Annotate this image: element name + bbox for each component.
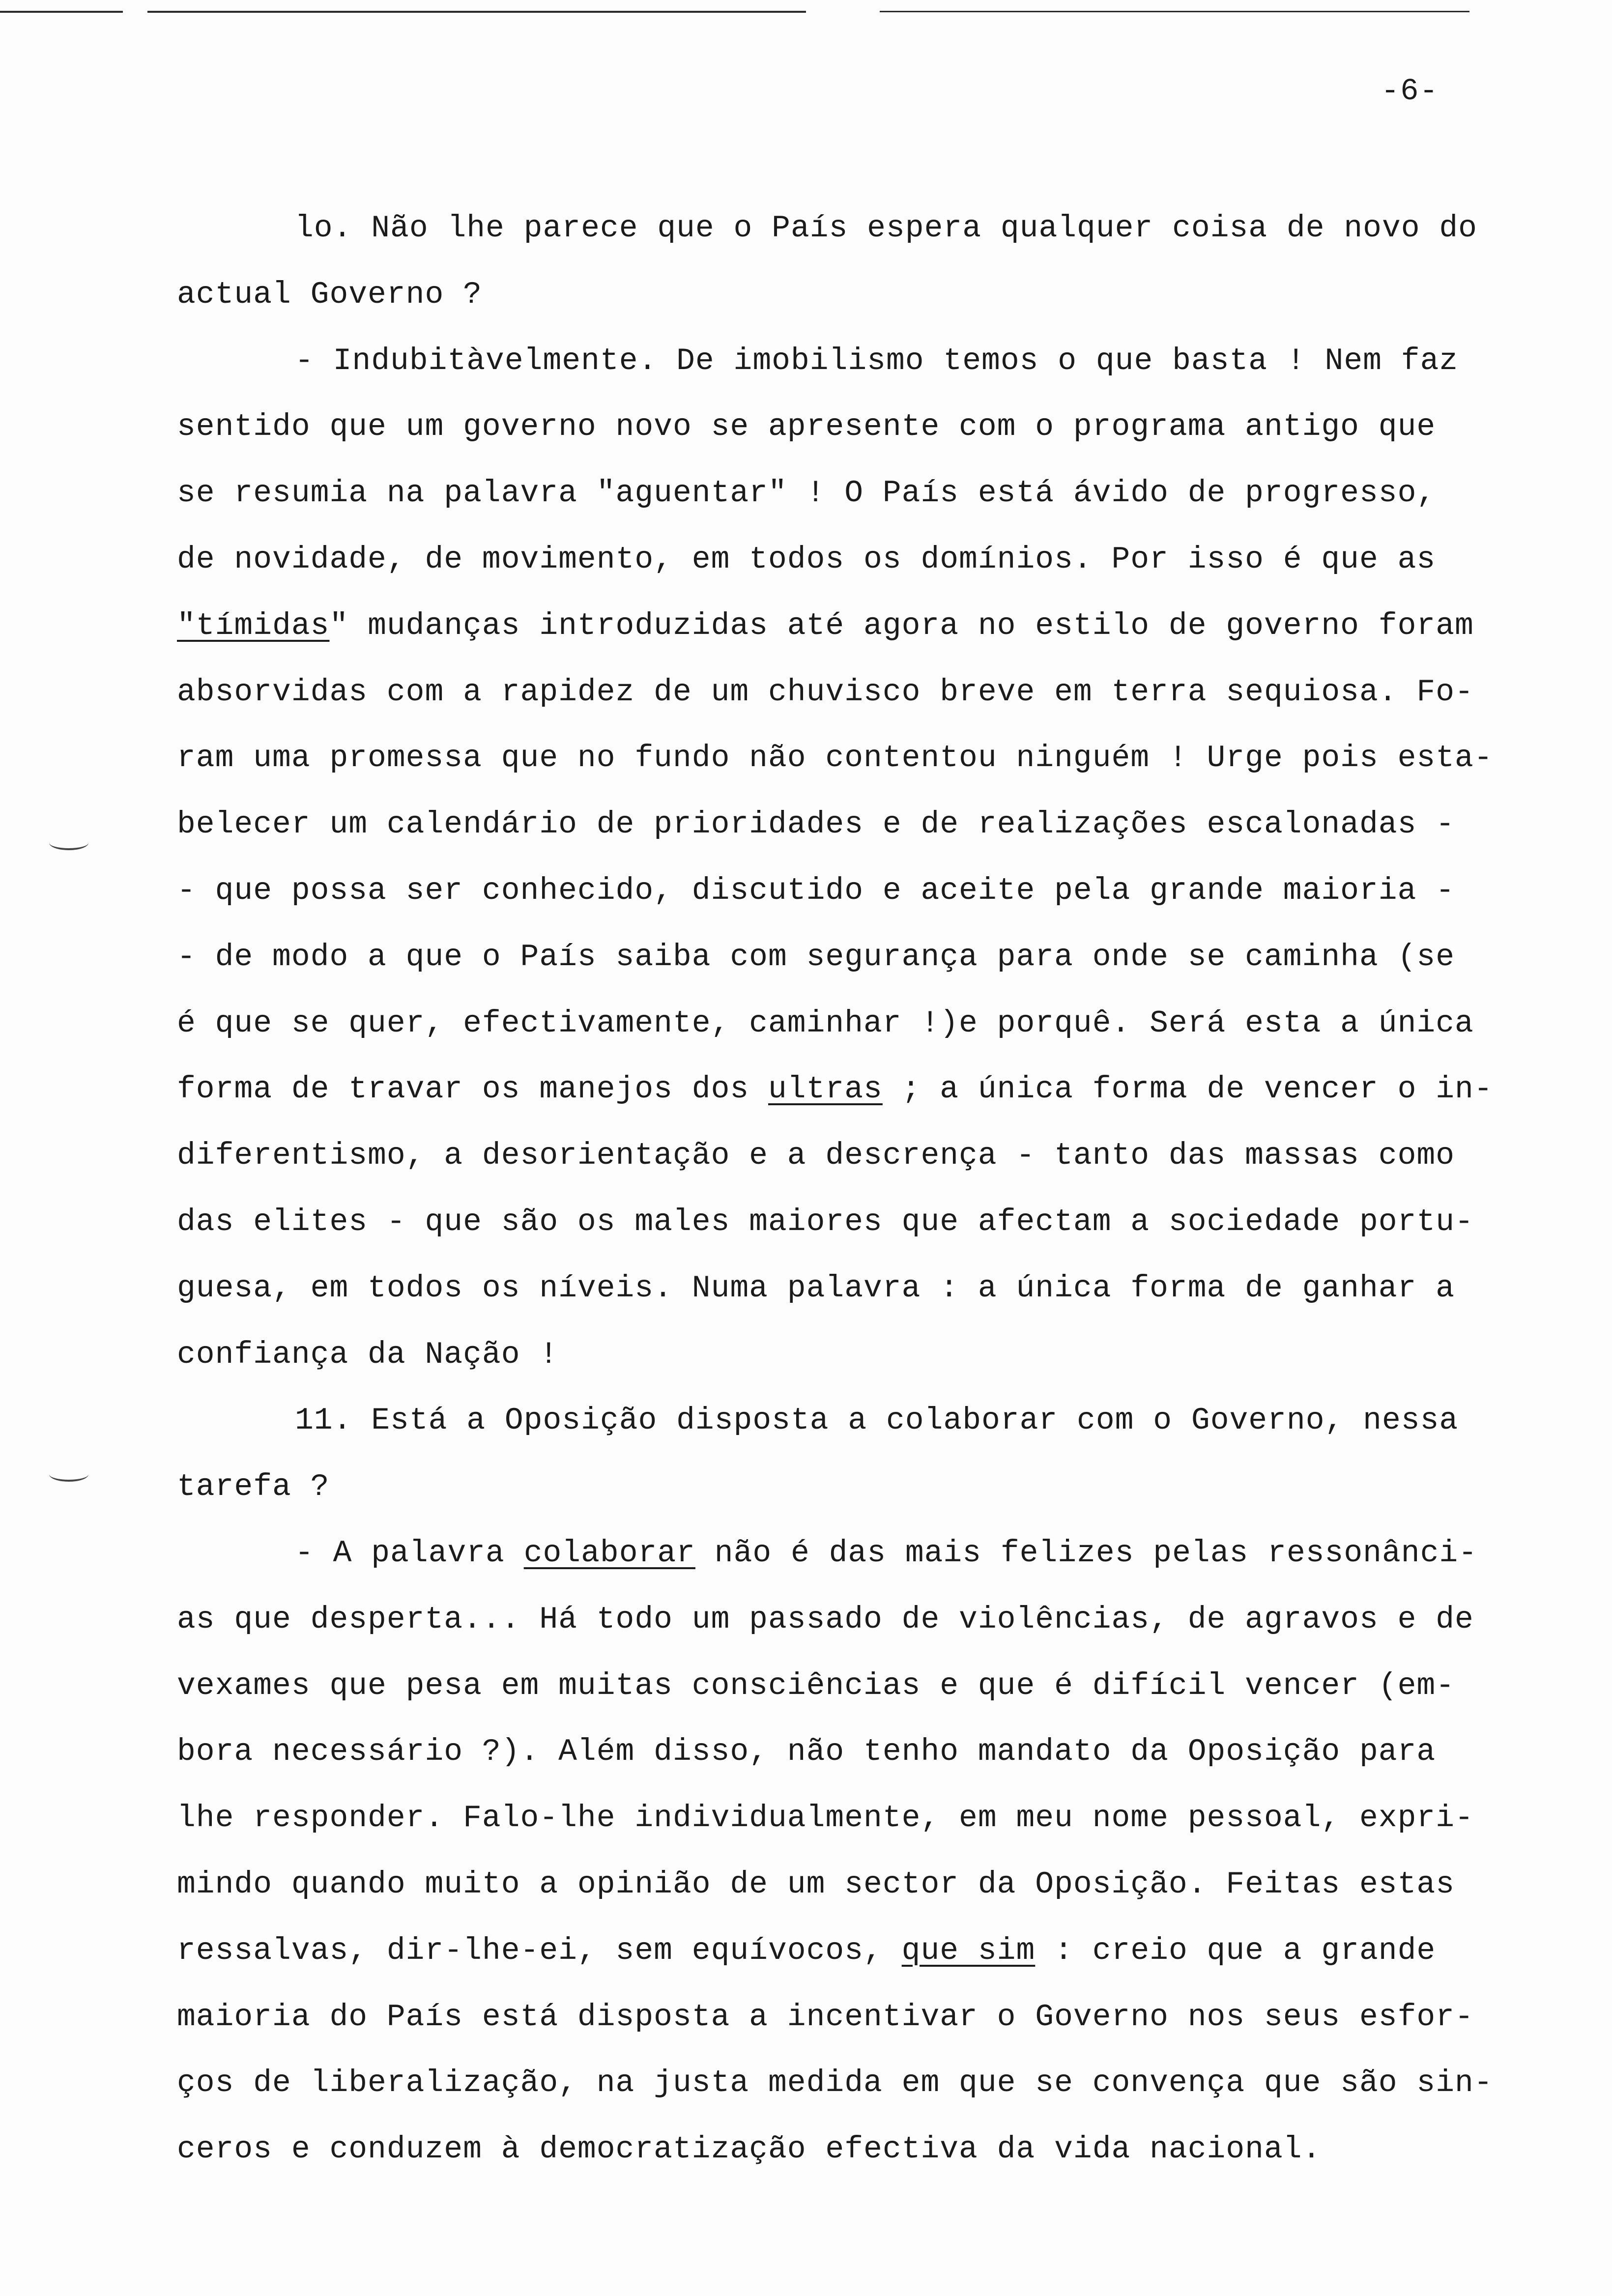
text-run: se resumia na palavra "aguentar" ! O País está ávido de progresso,	[177, 476, 1436, 511]
text-run: ressalvas, dir-lhe-ei, sem equívocos,	[177, 1933, 902, 1968]
margin-mark	[49, 835, 88, 850]
text-run: ceros e conduzem à democratização efectiva da vida nacional.	[177, 2132, 1322, 2167]
text-line	[177, 1653, 1583, 1720]
text-run: 11. Está a Oposição disposta a colaborar com o Governo, nessa	[295, 1403, 1459, 1438]
text-run: - de modo a que o País saiba com segurança para onde se caminha (se	[177, 939, 1455, 975]
text-line	[177, 660, 1583, 726]
text-run: lo. Não lhe parece que o País espera qualquer coisa de novo do	[295, 211, 1477, 246]
text-run: das elites - que são os males maiores que afectam a sociedade portu-	[177, 1204, 1474, 1239]
text-line	[177, 2117, 1583, 2183]
top-rule	[147, 11, 806, 13]
text-run: actual Governo ?	[177, 277, 482, 312]
underlined-text: colaborar	[523, 1535, 695, 1571]
text-run: confiança da Nação !	[177, 1337, 559, 1372]
text-run: maioria do País está disposta a incentivar o Governo nos seus esfor-	[177, 1999, 1474, 2035]
text-run: sentido que um governo novo se apresente com o programa antigo que	[177, 409, 1436, 445]
text-line	[177, 262, 1583, 328]
page-number: -6-	[1381, 74, 1439, 109]
margin-mark	[49, 1467, 88, 1482]
underlined-text: que sim	[901, 1933, 1036, 1968]
text-line	[177, 1852, 1583, 1918]
underlined-text: "tímidas	[177, 608, 330, 643]
text-run: ços de liberalização, na justa medida em que se convença que são sin-	[177, 2066, 1493, 2101]
text-line	[177, 1123, 1583, 1189]
text-line	[177, 196, 1583, 262]
text-run: guesa, em todos os níveis. Numa palavra : a única forma de ganhar a	[177, 1270, 1455, 1306]
text-run: vexames que pesa em muitas consciências e que é difícil vencer (em-	[177, 1668, 1455, 1703]
text-run: tarefa ?	[177, 1469, 330, 1505]
text-line	[177, 1189, 1583, 1256]
text-line	[177, 1454, 1583, 1521]
text-run: de novidade, de movimento, em todos os domínios. Por isso é que as	[177, 542, 1436, 577]
text-run: é que se quer, efectivamente, caminhar !)e porquê. Será esta a única	[177, 1005, 1474, 1041]
text-line	[177, 991, 1583, 1057]
text-line	[177, 593, 1583, 660]
text-run: forma de travar os manejos dos	[177, 1072, 768, 1107]
text-run: ; a única forma de vencer o in-	[882, 1072, 1493, 1107]
text-line	[177, 527, 1583, 593]
text-line	[177, 1984, 1583, 2051]
text-line	[177, 1587, 1583, 1653]
text-line	[177, 858, 1583, 924]
text-run: diferentismo, a desorientação e a descrença - tanto das massas como	[177, 1138, 1455, 1174]
text-run: bora necessário ?). Além disso, não tenho mandato da Oposição para	[177, 1734, 1436, 1770]
text-line	[177, 924, 1583, 991]
text-run: - A palavra	[295, 1535, 524, 1571]
text-run: não é das mais felizes pelas ressonânci-	[695, 1535, 1478, 1571]
underlined-text: ultras	[768, 1072, 883, 1107]
text-line	[177, 2050, 1583, 2117]
text-line	[177, 460, 1583, 527]
text-line	[177, 1388, 1583, 1454]
text-run: belecer um calendário de prioridades e de realizações escalonadas -	[177, 807, 1455, 842]
text-line	[177, 328, 1583, 395]
text-line	[177, 1521, 1583, 1587]
text-line	[177, 1256, 1583, 1322]
text-line	[177, 1785, 1583, 1852]
text-run: ram uma promessa que no fundo não contentou ninguém ! Urge pois esta-	[177, 741, 1493, 776]
text-line	[177, 394, 1583, 460]
text-run: lhe responder. Falo-lhe individualmente, em meu nome pessoal, expri-	[177, 1801, 1474, 1836]
text-line	[177, 1918, 1583, 1984]
text-run: " mudanças introduzidas até agora no estilo de governo foram	[329, 608, 1474, 643]
text-line	[177, 1057, 1583, 1123]
text-line	[177, 1719, 1583, 1785]
text-run: absorvidas com a rapidez de um chuvisco breve em terra sequiosa. Fo-	[177, 674, 1474, 710]
typed-text-body	[177, 196, 1583, 2183]
top-rule	[0, 11, 123, 13]
text-run: mindo quando muito a opinião de um sector da Oposição. Feitas estas	[177, 1866, 1455, 1902]
text-run: : creio que a grande	[1035, 1933, 1436, 1968]
text-run: - que possa ser conhecido, discutido e aceite pela grande maioria -	[177, 873, 1455, 908]
text-line	[177, 725, 1583, 792]
text-run: as que desperta... Há todo um passado de violências, de agravos e de	[177, 1602, 1474, 1637]
top-rule	[880, 11, 1469, 12]
text-line	[177, 792, 1583, 858]
text-line	[177, 1322, 1583, 1388]
text-run: - Indubitàvelmente. De imobilismo temos o que basta ! Nem faz	[295, 343, 1459, 378]
